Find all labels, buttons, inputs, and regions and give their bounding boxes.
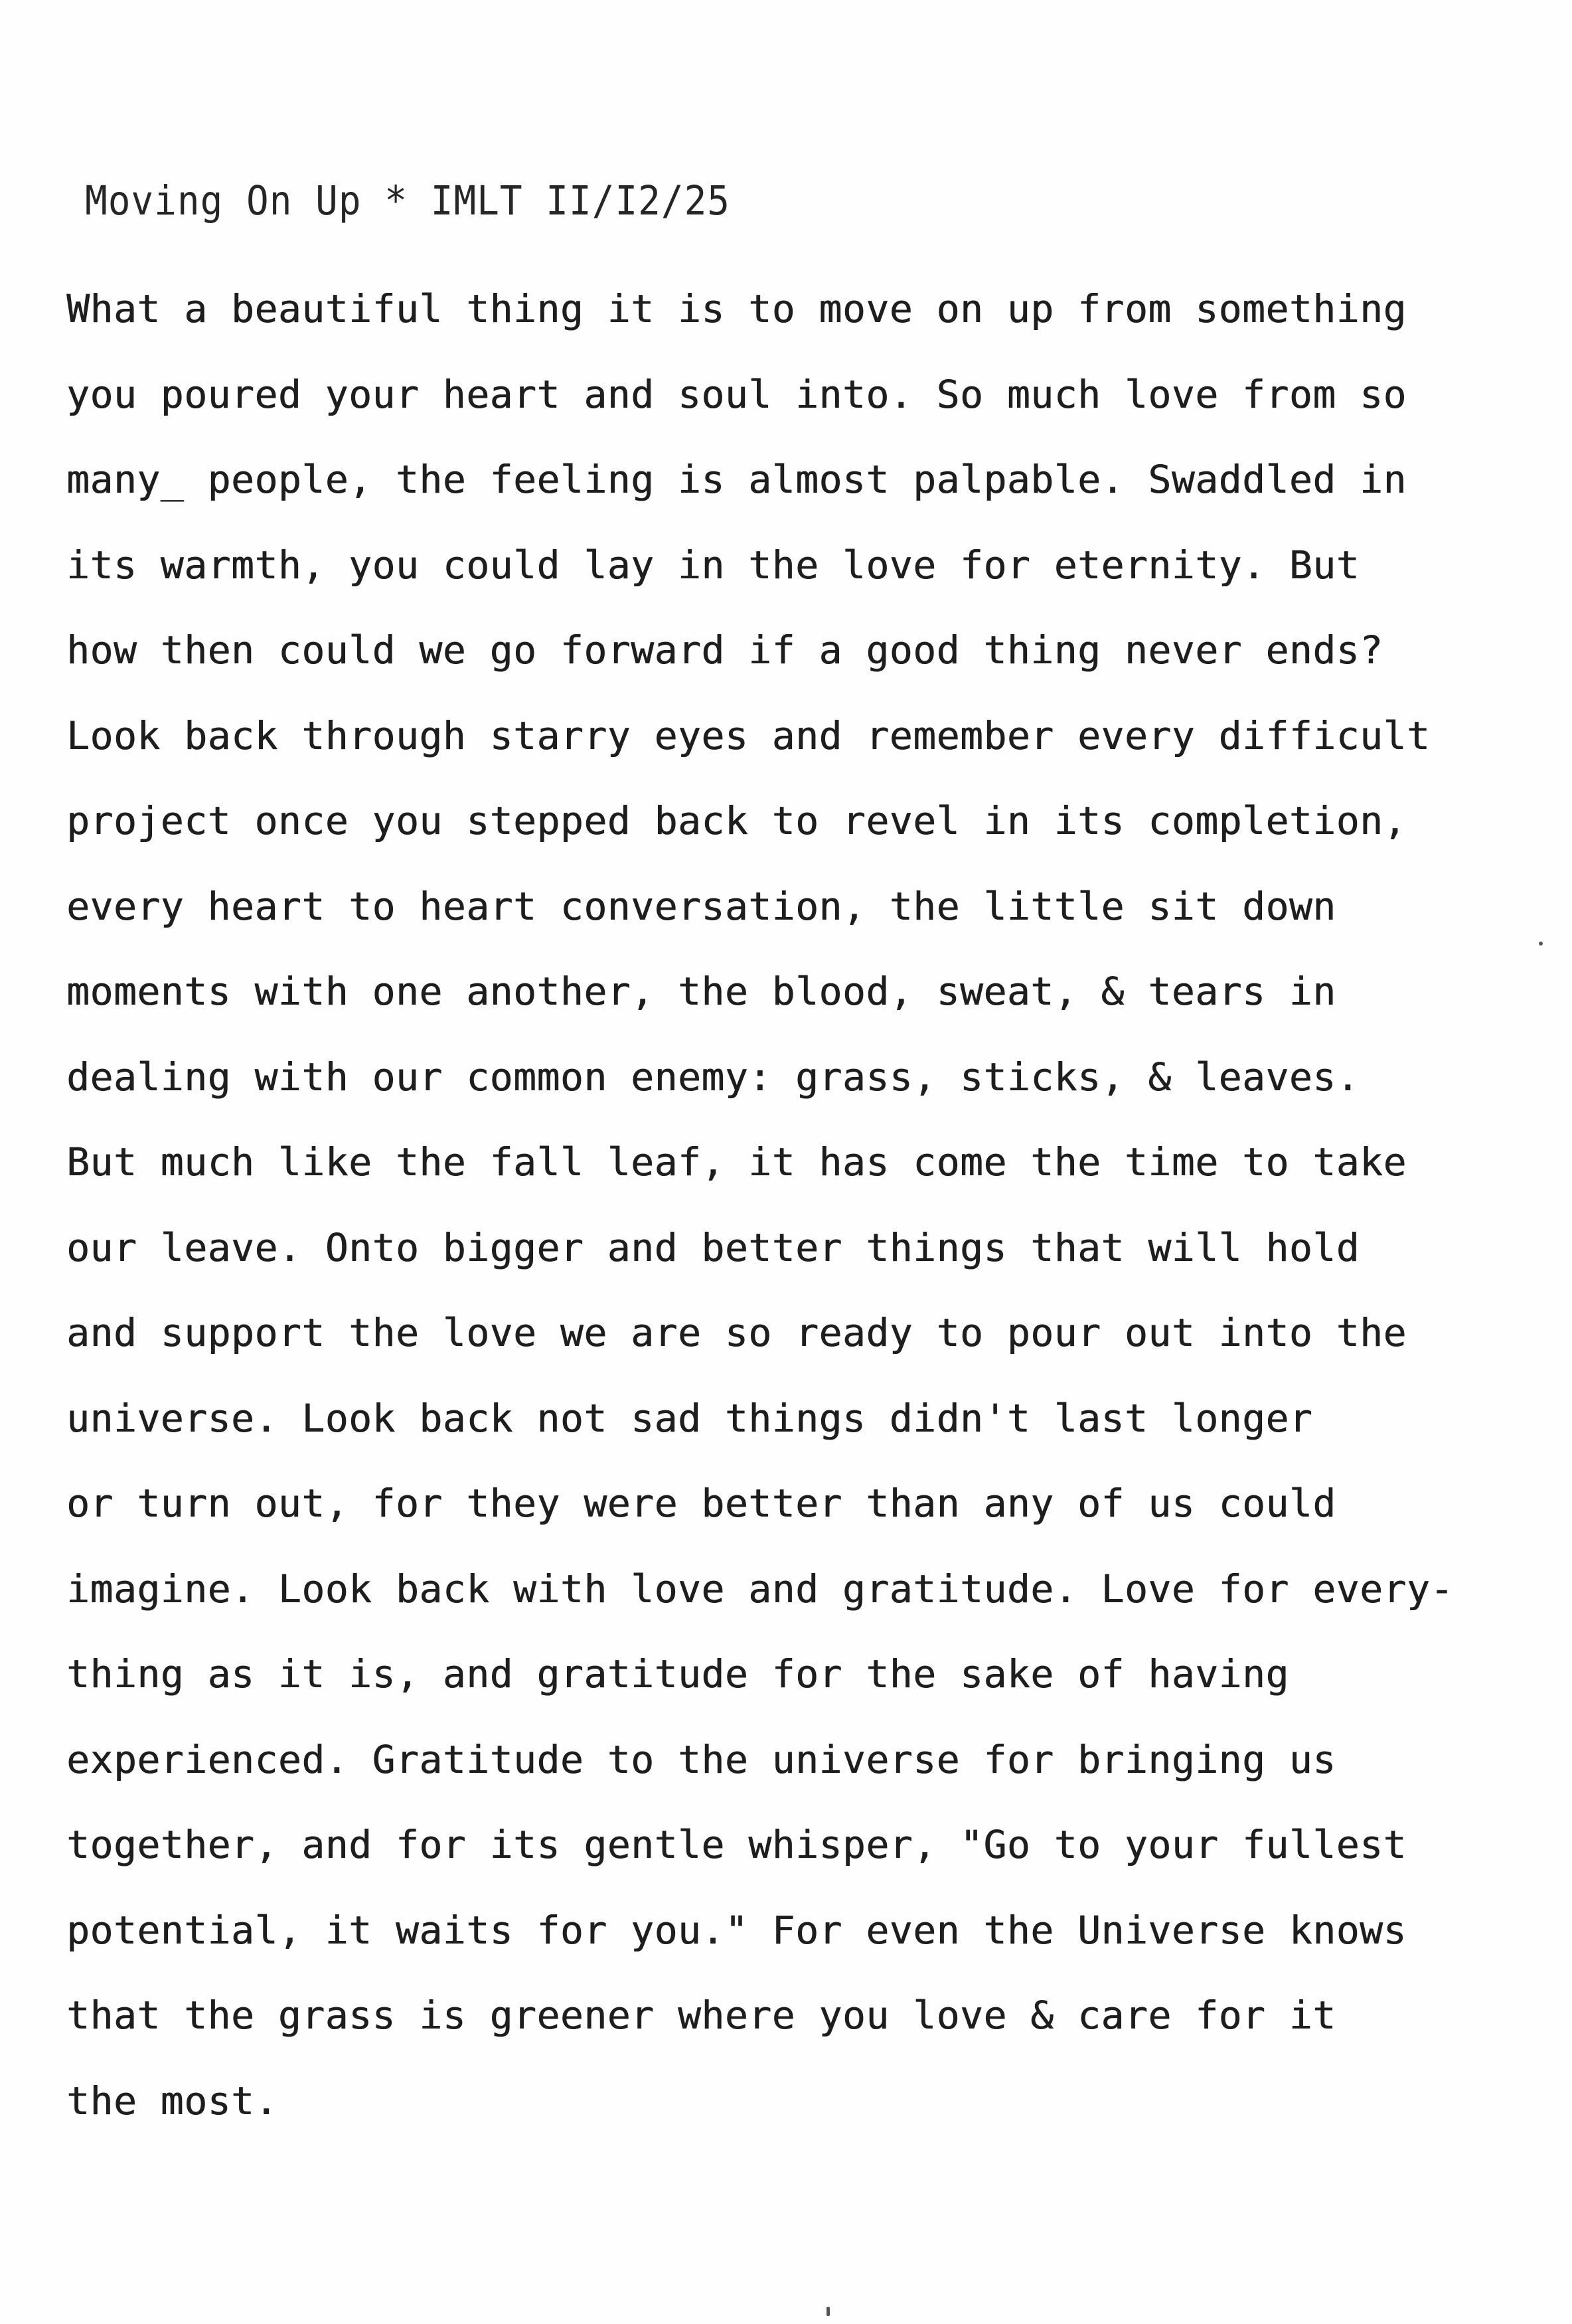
text-line: thing as it is, and gratitude for the sake of having <box>66 1651 1289 1697</box>
text-line: What a beautiful thing it is to move on up from something <box>66 286 1407 331</box>
text-line: its warmth, you could lay in the love for eternity. But <box>66 542 1360 588</box>
text-line: Look back through starry eyes and remember every difficult <box>66 712 1431 758</box>
text-line: But much like the fall leaf, it has come the time to take <box>66 1139 1407 1185</box>
text-line: imagine. Look back with love and gratitude. Love for every- <box>66 1566 1454 1612</box>
text-line: project once you stepped back to revel in its completion, <box>66 798 1407 843</box>
text-line: that the grass is greener where you love & care for it <box>66 1993 1336 2038</box>
text-line: many_ people, the feeling is almost palpable. Swaddled in <box>66 457 1407 502</box>
text-line: our leave. Onto bigger and better things that will hold <box>66 1224 1360 1270</box>
text-line: moments with one another, the blood, sweat, & tears in <box>66 969 1336 1014</box>
text-line: how then could we go forward if a good thing never ends? <box>66 627 1383 673</box>
text-line: dealing with our common enemy: grass, sticks, & leaves. <box>66 1054 1360 1100</box>
text-line: you poured your heart and soul into. So much love from so <box>66 371 1407 417</box>
text-line: experienced. Gratitude to the universe for bringing us <box>66 1736 1336 1782</box>
text-line: and support the love we are so ready to pour out into the <box>66 1310 1407 1355</box>
text-line: the most. <box>66 2078 278 2123</box>
ink-speck <box>1539 942 1543 946</box>
page-title: Moving On Up * IMLT II/I2/25 <box>85 178 731 225</box>
text-line: every heart to heart conversation, the little sit down <box>66 883 1336 929</box>
text-line: together, and for its gentle whisper, "Go to your fullest <box>66 1822 1407 1867</box>
body-text <box>66 286 1527 2163</box>
text-line: universe. Look back not sad things didn't last longer <box>66 1395 1313 1441</box>
text-line: or turn out, for they were better than any of us could <box>66 1481 1336 1526</box>
ink-speck <box>826 2307 830 2316</box>
text-line: potential, it waits for you." For even the Universe knows <box>66 1907 1407 1953</box>
